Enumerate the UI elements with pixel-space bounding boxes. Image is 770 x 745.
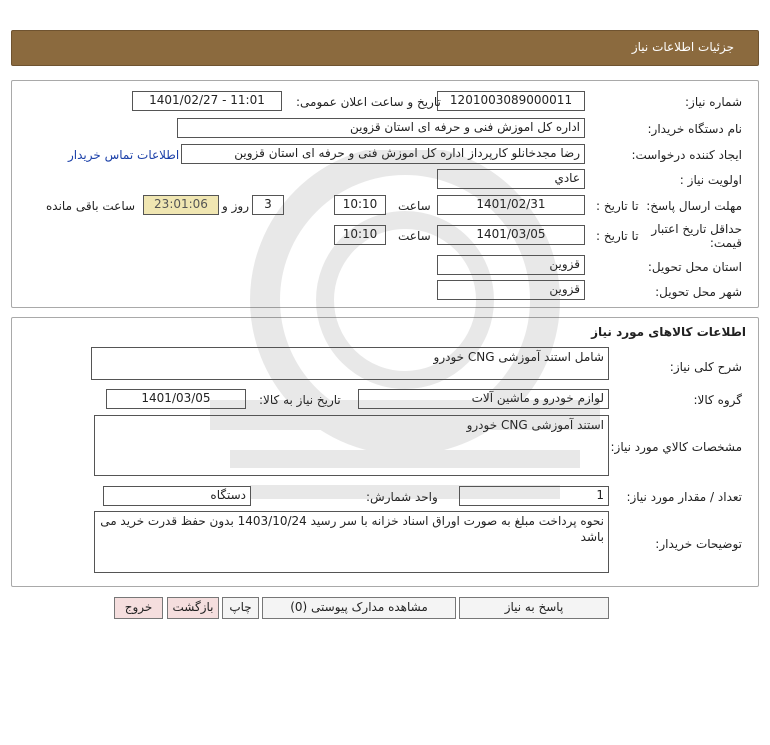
desc-label: شرح کلی نیاز: [669,360,742,374]
deadline-date-field: 1401/02/31 [437,195,585,215]
validity-date-field: 1401/03/05 [437,225,585,245]
deadline-label: مهلت ارسال پاسخ: [646,199,742,213]
creator-field: رضا مجدخانلو کارپرداز اداره کل اموزش فنی و حرفه ای استان قزوین [181,144,585,164]
buyer-contact-link[interactable]: اطلاعات تماس خریدار [68,148,180,162]
notes-label: توضیحات خریدار: [655,537,742,551]
specs-field: استند آموزشی CNG خودرو [94,415,609,476]
announce-label: تاریخ و ساعت اعلان عمومی: [296,95,441,109]
creator-label: ایجاد کننده درخواست: [631,148,742,162]
exit-button[interactable]: خروج [114,597,163,619]
deadline-time-field: 10:10 [334,195,386,215]
validity-time-label: ساعت [398,229,431,243]
province-field: قزوین [437,255,585,275]
deadline-time-label: ساعت [398,199,431,213]
qty-field: 1 [459,486,609,506]
deadline-until-label: تا تاریخ : [596,199,639,213]
need-number-label: شماره نیاز: [685,95,742,109]
back-button[interactable]: بازگشت [167,597,219,619]
need-date-field: 1401/03/05 [106,389,246,409]
buyer-field: اداره کل اموزش فنی و حرفه ای استان قزوین [177,118,585,138]
group-field: لوازم خودرو و ماشین آلات [358,389,609,409]
specs-label: مشخصات کالاي مورد نیاز: [610,440,742,454]
remaining-label: ساعت باقی مانده [46,199,136,213]
validity-until-label: تا تاریخ : [596,229,639,243]
page-title: جزئیات اطلاعات نیاز [631,40,734,54]
view-attachments-button[interactable]: مشاهده مدارک پیوستی (0) [262,597,456,619]
reply-button[interactable]: پاسخ به نیاز [459,597,609,619]
priority-field: عادي [437,169,585,189]
validity-label-line1: حداقل تاریخ اعتبار [651,222,742,236]
qty-label: تعداد / مقدار مورد نیاز: [626,490,742,504]
days-field: 3 [252,195,284,215]
print-button[interactable]: چاپ [222,597,259,619]
group-label: گروه کالا: [693,393,742,407]
city-field: قزوین [437,280,585,300]
city-label: شهر محل تحویل: [655,285,742,299]
unit-field: دستگاه [103,486,251,506]
desc-field: شامل استند آموزشی CNG خودرو [91,347,609,380]
need-date-label: تاریخ نیاز به کالا: [259,393,341,407]
page-header [11,30,759,66]
goods-section-title: اطلاعات کالاهای مورد نیاز [591,325,746,339]
days-label: روز و [222,199,249,213]
buyer-label: نام دستگاه خریدار: [647,122,742,136]
validity-time-field: 10:10 [334,225,386,245]
need-number-field: 1201003089000011 [437,91,585,111]
notes-field: نحوه پرداخت مبلغ به صورت اوراق اسناد خزانه با سر رسید 1403/10/24 بدون حفظ قدرت خرید می باشد [94,511,609,573]
province-label: استان محل تحویل: [647,260,742,274]
remaining-time-field: 23:01:06 [143,195,219,215]
priority-label: اولویت نیاز : [679,173,742,187]
announce-field: 1401/02/27 - 11:01 [132,91,282,111]
validity-label-line2: قیمت: [709,236,742,250]
need-info-panel [11,80,759,308]
unit-label: واحد شمارش: [366,490,438,504]
